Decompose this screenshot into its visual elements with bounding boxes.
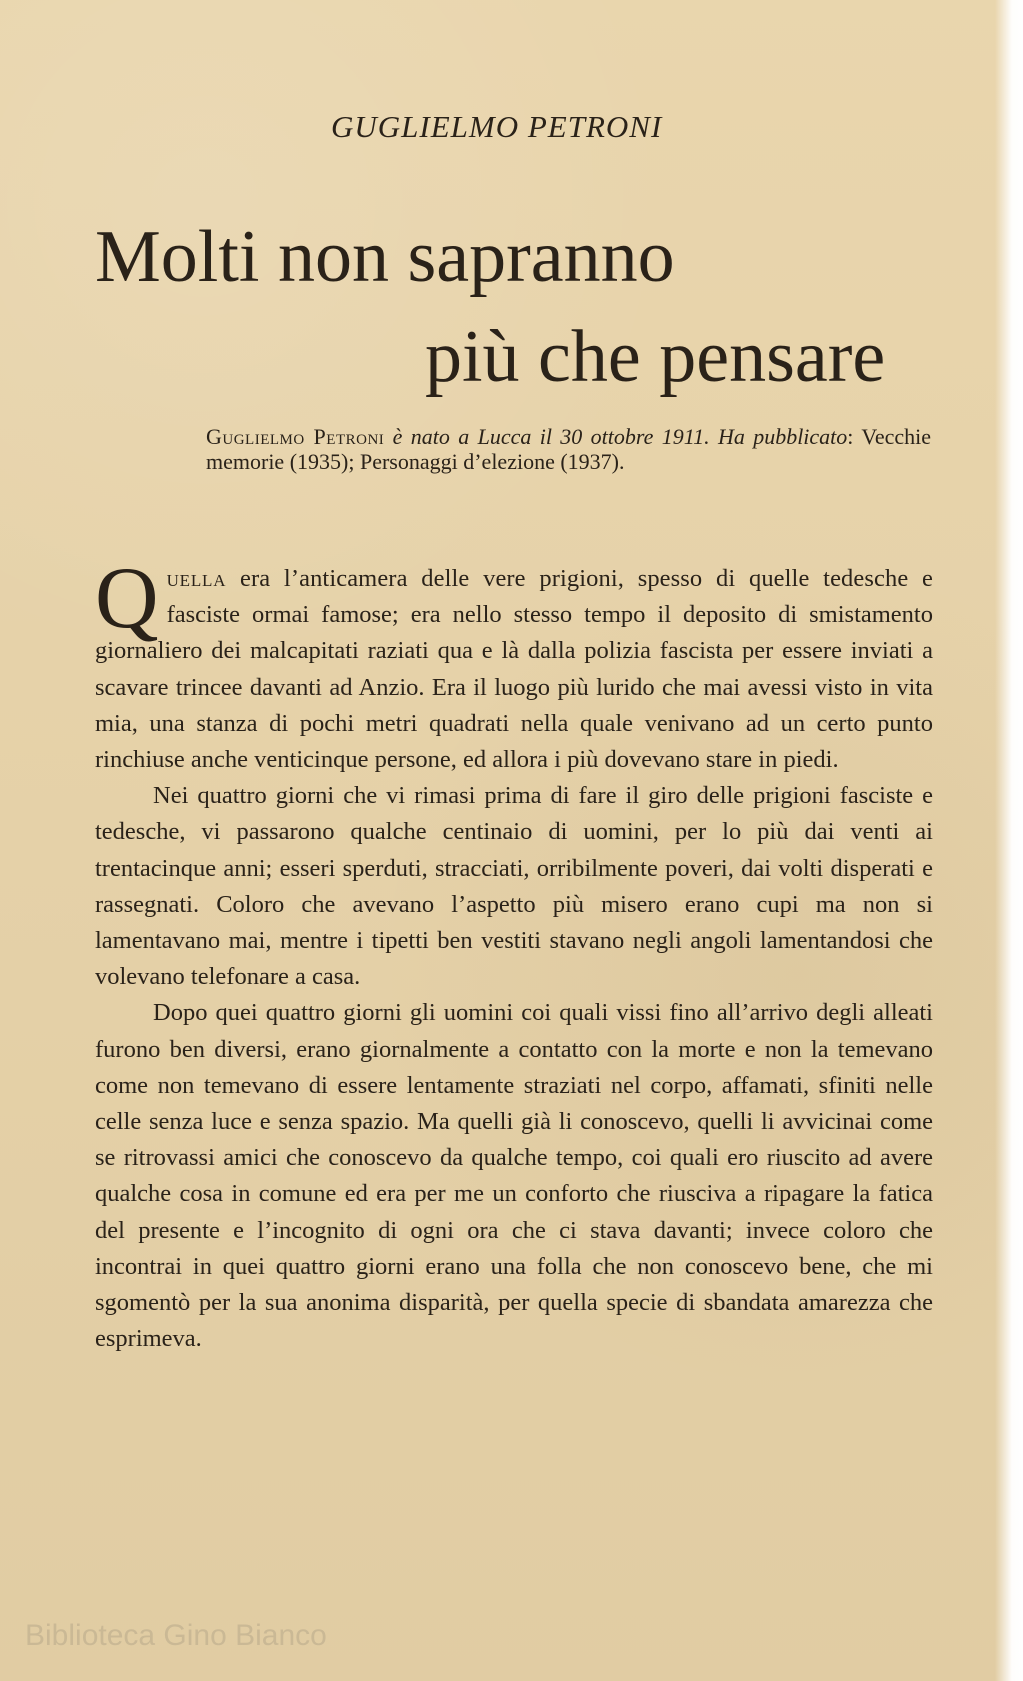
- paragraph-3: Dopo quei quattro giorni gli uomini coi quali vissi fino all’arrivo degli alleati furono ben diversi, erano giornalmente a contatto con la morte e non la temevano come non temevano di essere lentamente straziati nel corpo, affamati, sfiniti nelle celle senza luce e senza spazio. Ma quelli già li conoscevo, quelli li avvicinai come se ritrovassi amici che conoscevo da qualche tempo, coi quali ero riuscito ad avere qualche cosa in comune ed era per me un conforto che riusciva a ripagare la fatica del presente e l’incognito di ogni ora che ci stava davanti; invece coloro che incontrai in quei quattro giorni erano una folla che non conoscevo bene, che mi sgomentò per la sua anonima disparità, per quella specie di sbandata amarezza che esprimeva.: [95, 999, 933, 1353]
- bio-intro: è nato a Lucca il 30 ottobre 1911. Ha pubblicato: [384, 424, 848, 449]
- library-watermark: Biblioteca Gino Bianco: [25, 1619, 327, 1652]
- scan-edge: [995, 0, 1023, 1681]
- bio-author-name: Guglielmo Petroni: [206, 424, 385, 449]
- article-body: [95, 550, 933, 1357]
- paragraph-1: [95, 550, 933, 778]
- author-biography: [206, 424, 931, 474]
- paragraph-2: Nei quattro giorni che vi rimasi prima di fare il giro delle prigioni fasciste e tedesche, vi passarono qualche centinaio di uomini, per lo più dai venti ai trentacinque anni; esseri sperduti, stracciati, orribilmente poveri, dai volti disperati e rassegnati. Coloro che avevano l’aspetto più misero erano cupi ma non si lamentavano mai, mentre i tipetti ben vestiti stavano negli angoli lamentandosi che volevano telefonare a casa.: [95, 782, 933, 991]
- article-title-line-2: più che pensare: [425, 316, 886, 398]
- author-name: GUGLIELMO PETRONI: [331, 109, 663, 144]
- paragraph-1-smallcaps: uella: [166, 565, 227, 592]
- article-title-line-1: Molti non sapranno: [95, 216, 675, 298]
- drop-cap: Q: [95, 550, 159, 647]
- bio-rest: : Vecchie memorie (1935); Personaggi d’elezione (1937).: [206, 424, 931, 474]
- paragraph-1-text: era l’anticamera delle vere prigioni, spesso di quelle tedesche e fasciste ormai famose; era nello stesso tempo il deposito di smistamento giornaliero dei malcapitati raziati qua e là dalla polizia fascista per essere inviati a scavare trincee davanti ad Anzio. Era il luogo più lurido che mai avessi visto in vita mia, una stanza di pochi metri quadrati nella quale venivano ad un certo punto rinchiuse anche venticinque persone, ed allora i più dovevano stare in piedi.: [95, 565, 933, 774]
